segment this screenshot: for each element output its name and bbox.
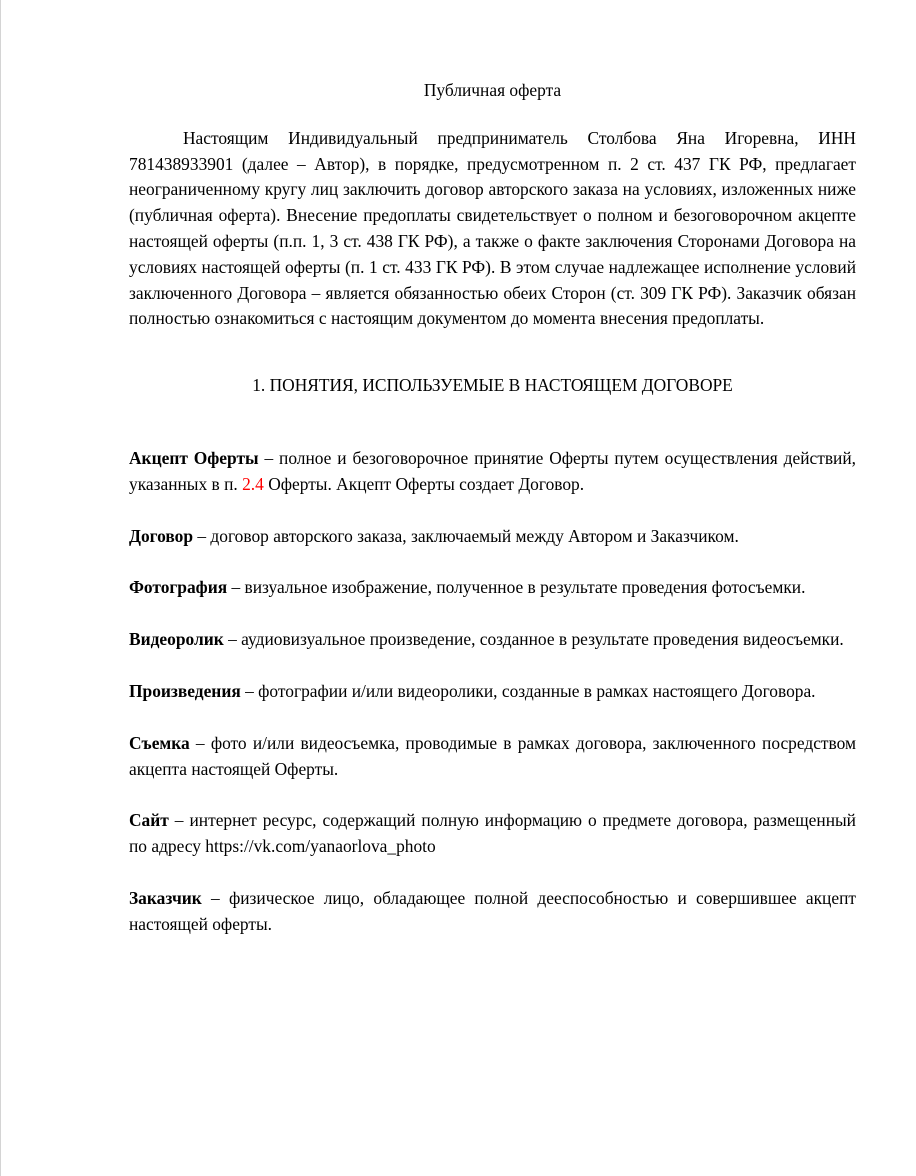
document-title: Публичная оферта (423, 80, 562, 100)
term-text: – аудиовизуальное произведение, созданное в результате проведения видеосъемки. (223, 629, 844, 650)
term-definition-photo (129, 575, 856, 601)
term-text: – интернет ресурс, содержащий полную информацию о предмете договора, размещенный по адресу https://vk.com/yanaorlova_photo (129, 810, 856, 857)
term-definition-shooting (129, 731, 856, 783)
term-text: – физическое лицо, обладающее полной дееспособностью и совершившее акцепт настоящей оферты. (129, 887, 856, 934)
clause-reference: 2.4 (242, 473, 264, 494)
term-name: Договор (129, 525, 194, 546)
term-text: Оферты. Акцепт Оферты создает Договор. (263, 473, 585, 494)
section-heading: 1. ПОНЯТИЯ, ИСПОЛЬЗУЕМЫЕ В НАСТОЯЩЕМ ДОГОВОРЕ (252, 375, 733, 396)
term-definition-video (129, 627, 856, 653)
term-name: Сайт (129, 810, 169, 831)
term-text: – визуальное изображение, полученное в результате проведения фотосъемки. (227, 577, 806, 598)
term-name: Произведения (129, 680, 241, 701)
term-text: – полное и безоговорочное принятие Оферты путем осуществления действий, указанных в п. (129, 447, 856, 494)
term-name: Съемка (129, 732, 190, 753)
term-definition-contract (129, 524, 856, 550)
term-definition-site (129, 808, 856, 860)
term-name: Фотография (129, 577, 228, 598)
term-definition-acceptance (129, 446, 856, 498)
document-body (129, 78, 856, 938)
term-definition-customer (129, 886, 856, 938)
term-text: – фотографии и/или видеоролики, созданные в рамках настоящего Договора. (240, 680, 816, 701)
term-name: Заказчик (129, 887, 202, 908)
term-name: Видеоролик (129, 629, 224, 650)
term-text: – договор авторского заказа, заключаемый между Автором и Заказчиком. (193, 525, 739, 546)
term-definition-works (129, 679, 856, 705)
term-text: – фото и/или видеосъемка, проводимые в рамках договора, заключенного посредством акцепта настоящей Оферты. (129, 732, 856, 779)
term-name: Акцепт Оферты (129, 447, 259, 468)
intro-paragraph: Настоящим Индивидуальный предприниматель Столбова Яна Игоревна, ИНН 781438933901 (далее – Автор), в порядке, предусмотренном п. 2 ст. 437 ГК РФ, предлагает неограниченному кругу лиц заключить договор авторского заказа на условиях, изложенных ниже (публичная оферта). Внесение предоплаты свидетельствует о полном и безоговорочном акцепте настоящей оферты (п.п. 1, 3 ст. 438 ГК РФ), а также о факте заключения Сторонами Договора на условиях настоящей оферты (п. 1 ст. 433 ГК РФ). В этом случае надлежащее исполнение условий заключенного Договора – является обязанностью обеих Сторон (ст. 309 ГК РФ). Заказчик обязан полностью ознакомиться с настоящим документом до момента внесения предоплаты. (129, 127, 856, 329)
